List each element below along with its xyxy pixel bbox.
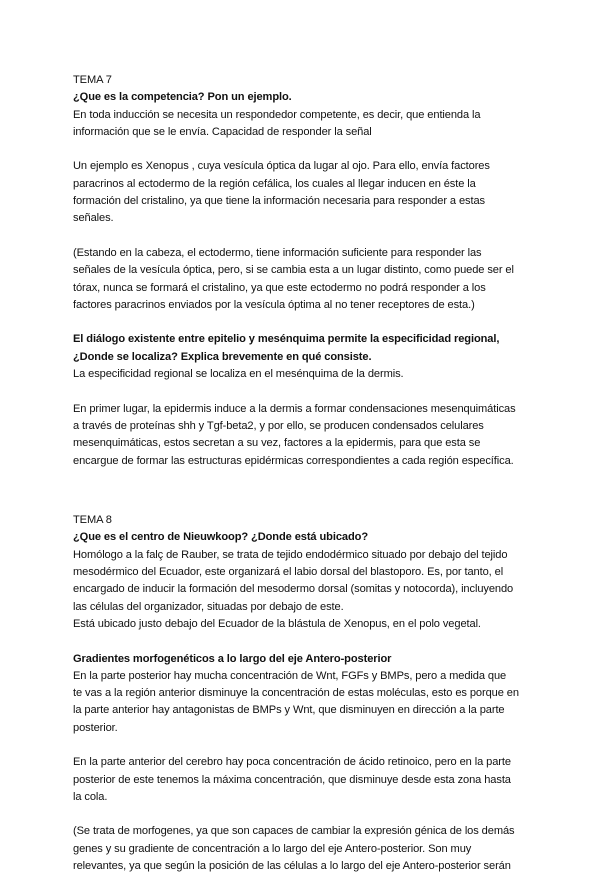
paragraph-line: Homólogo a la falç de Rauber, se trata de tejido endodérmico situado por debajo del tejido [73,548,508,561]
document-page [73,72,533,875]
paragraph-line: Un ejemplo es Xenopus , cuya vesícula óptica da lugar al ojo. Para ello, envía factores [73,160,490,173]
paragraph-line: La especificidad regional se localiza en el mesénquima de la dermis. [73,368,404,381]
paragraph-line: paracrinos al ectodermo de la región cefálica, los cuales al llegar inducen en éste la [73,177,476,190]
paragraph-line: señales. [73,212,114,225]
paragraph-line: En primer lugar, la epidermis induce a la dermis a formar condensaciones mesenquimáticas [73,402,516,415]
paragraph-line: información que se le envía. Capacidad de responder la señal [73,125,372,138]
paragraph-line: posterior. [73,721,118,734]
section-title-tema-8: TEMA 8 [73,514,112,527]
section-title-tema-7: TEMA 7 [73,74,112,86]
paragraph-line: tórax, nunca se formará el cristalino, ya que este ectodermo no podrá responder a los [73,281,486,294]
paragraph-line: En la parte posterior hay mucha concentración de Wnt, FGFs y BMPs, pero a medida que [73,669,507,682]
paragraph-line: mesenquimáticas, estos secretan a su vez, factores a la epidermis, para que esta se [73,437,481,450]
paragraph-line: las células del organizador, situadas por debajo de este. [73,600,344,613]
paragraph-line: (Se trata de morfogenes, ya que son capaces de cambiar la expresión génica de los demás [73,825,515,838]
paragraph-line: encargue de formar las estructuras epidérmicas correspondientes a cada región específica. [73,454,514,467]
paragraph-line: señales de la vesícula óptica, pero, si se cambia esta a un lugar distinto, como puede ser el [73,264,514,277]
paragraph-line: (Estando en la cabeza, el ectodermo, tiene información suficiente para responder las [73,246,482,259]
paragraph-line: relevantes, ya que según la posición de las células a lo largo del eje Antero-posterior serán [73,860,511,873]
question-heading: ¿Que es la competencia? Pon un ejemplo. [73,91,292,104]
question-heading: ¿Donde se localiza? Explica brevemente en qué consiste. [73,350,372,363]
question-heading: Gradientes morfogenéticos a lo largo del eje Antero-posterior [73,652,392,665]
question-heading: ¿Que es el centro de Nieuwkoop? ¿Donde está ubicado? [73,531,368,544]
question-heading: El diálogo existente entre epitelio y mesénquima permite la especificidad regional, [73,333,500,346]
paragraph-line: En toda inducción se necesita un respondedor competente, es decir, que entienda la [73,108,481,121]
paragraph-line: factores paracrinos enviados por la vesícula óptima al no tener receptores de esta.) [73,298,475,311]
paragraph-line: genes y su gradiente de concentración a lo largo del eje Antero-posterior. Son muy [73,842,472,855]
paragraph-line: formación del cristalino, ya que tiene la información necesaria para responder a estas [73,195,485,208]
paragraph-line: a través de proteínas shh y Tgf-beta2, y por ello, se producen condensados celulares [73,419,484,432]
paragraph-line: posterior de este tenemos la máxima concentración, que disminuye desde esta zona hasta [73,773,511,786]
paragraph-line: En la parte anterior del cerebro hay poca concentración de ácido retinoico, pero en la parte [73,756,511,769]
paragraph-line: mesodérmico del Ecuador, este organizará el labio dorsal del blastoporo. Es, por tanto, el [73,566,504,579]
paragraph-line: encargado de inducir la formación del mesodermo dorsal (somitas y notocorda), incluyendo [73,583,514,596]
paragraph-line: te vas a la región anterior disminuye la concentración de estas moléculas, esto es porque en [73,687,519,700]
paragraph-line: la cola. [73,790,108,803]
paragraph-line: la parte anterior hay antagonistas de BMPs y Wnt, que disminuyen en dirección a la parte [73,704,505,717]
paragraph-line: Está ubicado justo debajo del Ecuador de la blástula de Xenopus, en el polo vegetal. [73,617,481,630]
